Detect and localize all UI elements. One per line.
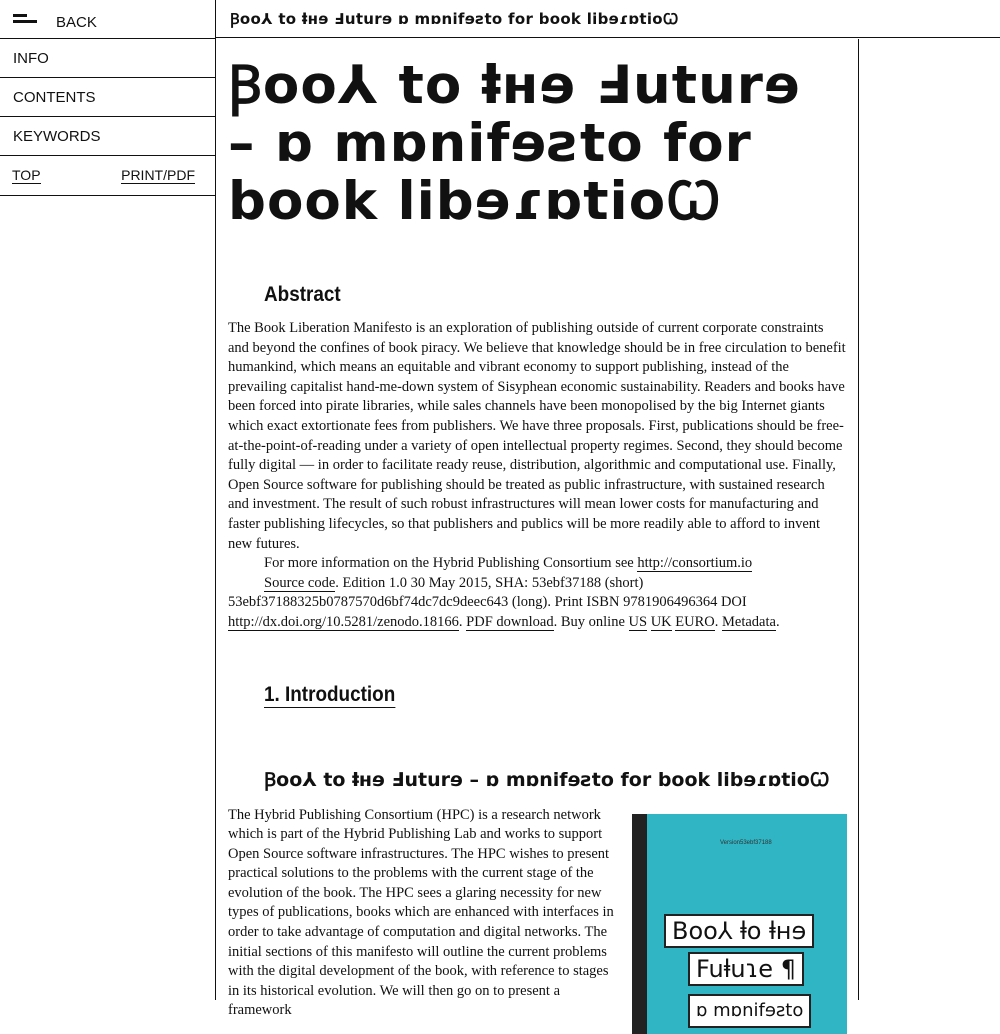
introduction-text: The Hybrid Publishing Consortium (HPC) is a research network which is part of the Hybrid Publishing Lab and works to support Open Source software infrastructures. The HPC wishes to present practical solutions to the problems with the current stage of the evolution of the book. The HPC sees a glaring necessity for new types of publications, books which are enhanced with interfaces in order to take advantage of computation and digital networks. The initial sections of this manifesto will outline the current problems with the digital development of the book, with reference to stages in its historical evolution. We will then go on to present a framework bbox=[228, 806, 614, 1019]
edition-text: . Edition 1.0 30 May 2015, SHA: 53ebf37188 (short) 53ebf37188325b0787570d6bf74dc7dc9deec643 (long). Print ISBN 9781906496364 DOI bbox=[228, 574, 747, 611]
more-info-text: For more information on the Hybrid Publishing Consortium see bbox=[264, 555, 638, 572]
menu-icon[interactable] bbox=[13, 14, 37, 26]
section-subheading: Ꞵoo⅄ to ⱡнɘ Ⅎuturɘ – ɒ mɒnifɘƨto for book libɘɾɒtioꞶ bbox=[264, 768, 830, 791]
page-title: Ꞵoo⅄ to ⱡнɘ Ⅎuturɘ – ɒ mɒnifɘƨto for book libɘɾɒtioꞶ bbox=[228, 55, 801, 232]
sidebar-item-keywords[interactable]: KEYWORDS bbox=[0, 117, 215, 156]
cover-title-line1: Boo⅄ ⱡo ⱡнɘ bbox=[664, 914, 814, 948]
cover-spine bbox=[632, 814, 647, 1034]
buy-uk-link[interactable]: UK bbox=[650, 613, 672, 630]
header-bar bbox=[216, 0, 1000, 38]
edition-paragraph: Source code. Edition 1.0 30 May 2015, SHA: 53ebf37188 (short) 53ebf37188325b0787570d6bf74dc7dc9deec643 (long). Print ISBN 9781906496364 DOI http://dx.doi.org/10.5281/zenodo.18166. PDF download. Buy online US UK EURO. Metadata. bbox=[228, 574, 780, 630]
header-title: Ꞵoo⅄ to ⱡнɘ Ⅎuturɘ ɒ mɒnifɘƨto for book libɘɾɒtioꞶ bbox=[230, 9, 679, 28]
doi-link[interactable]: http://dx.doi.org/10.5281/zenodo.18166 bbox=[228, 613, 459, 630]
source-code-link[interactable]: Source code bbox=[264, 574, 336, 591]
cover-version: Version53ebf37188 bbox=[720, 839, 772, 846]
print-pdf-link[interactable]: PRINT/PDF bbox=[121, 167, 195, 183]
sidebar-item-info[interactable]: INFO bbox=[0, 39, 215, 78]
sidebar-item-contents[interactable]: CONTENTS bbox=[0, 78, 215, 117]
top-link[interactable]: TOP bbox=[12, 167, 41, 183]
sidebar bbox=[0, 0, 216, 1000]
more-info-paragraph bbox=[228, 554, 846, 574]
introduction-section bbox=[228, 806, 846, 1022]
separator-text: . bbox=[458, 613, 467, 630]
abstract-heading: Abstract bbox=[264, 283, 341, 306]
book-cover-image bbox=[632, 814, 847, 1034]
buy-text: . Buy online bbox=[553, 613, 629, 630]
back-label[interactable]: BACK bbox=[56, 14, 97, 31]
back-button[interactable] bbox=[0, 0, 215, 39]
metadata-link[interactable]: Metadata bbox=[722, 613, 776, 630]
cover-title-line2: Fuⱡuɿe ¶ bbox=[688, 952, 804, 986]
main-content bbox=[216, 39, 859, 1021]
pdf-download-link[interactable]: PDF download bbox=[466, 613, 554, 630]
buy-euro-link[interactable]: EURO bbox=[675, 613, 715, 630]
sidebar-row-actions bbox=[0, 156, 215, 196]
cover-title-line3: ɒ mɒnifɘƨto bbox=[688, 994, 811, 1028]
abstract-text: The Book Liberation Manifesto is an exploration of publishing outside of current corporate constraints and beyond the confines of book piracy. We believe that knowledge should be in free circulation to benefit humankind, which means an equitable and vibrant economy to support publishing, instead of the prevailing capitalist hand-me-down system of Sisyphean economic sustainability. Readers and books have been forced into pirate libraries, while sales channels have been monopolised by the big Internet giants which exact extortionate fees from publishers. We have three proposals. First, publications should be free-at-the-point-of-reading under a variety of open intellectual property regimes. Second, they should become fully digital — in order to facilitate ready reuse, distribution, algorithmic and computational use. Finally, Open Source software for publishing should be treated as public infrastructure, with sustained research and investment. The result of such robust infrastructures will mean lower costs for manufacturing and faster publishing lifecycles, so that publishers and publics will be more readily able to afford to invent new futures. bbox=[228, 320, 846, 552]
introduction-heading[interactable]: 1. Introduction bbox=[264, 682, 396, 706]
period-text: . bbox=[775, 613, 780, 630]
buy-us-link[interactable]: US bbox=[628, 613, 648, 630]
consortium-link[interactable]: http://consortium.io bbox=[637, 555, 753, 572]
